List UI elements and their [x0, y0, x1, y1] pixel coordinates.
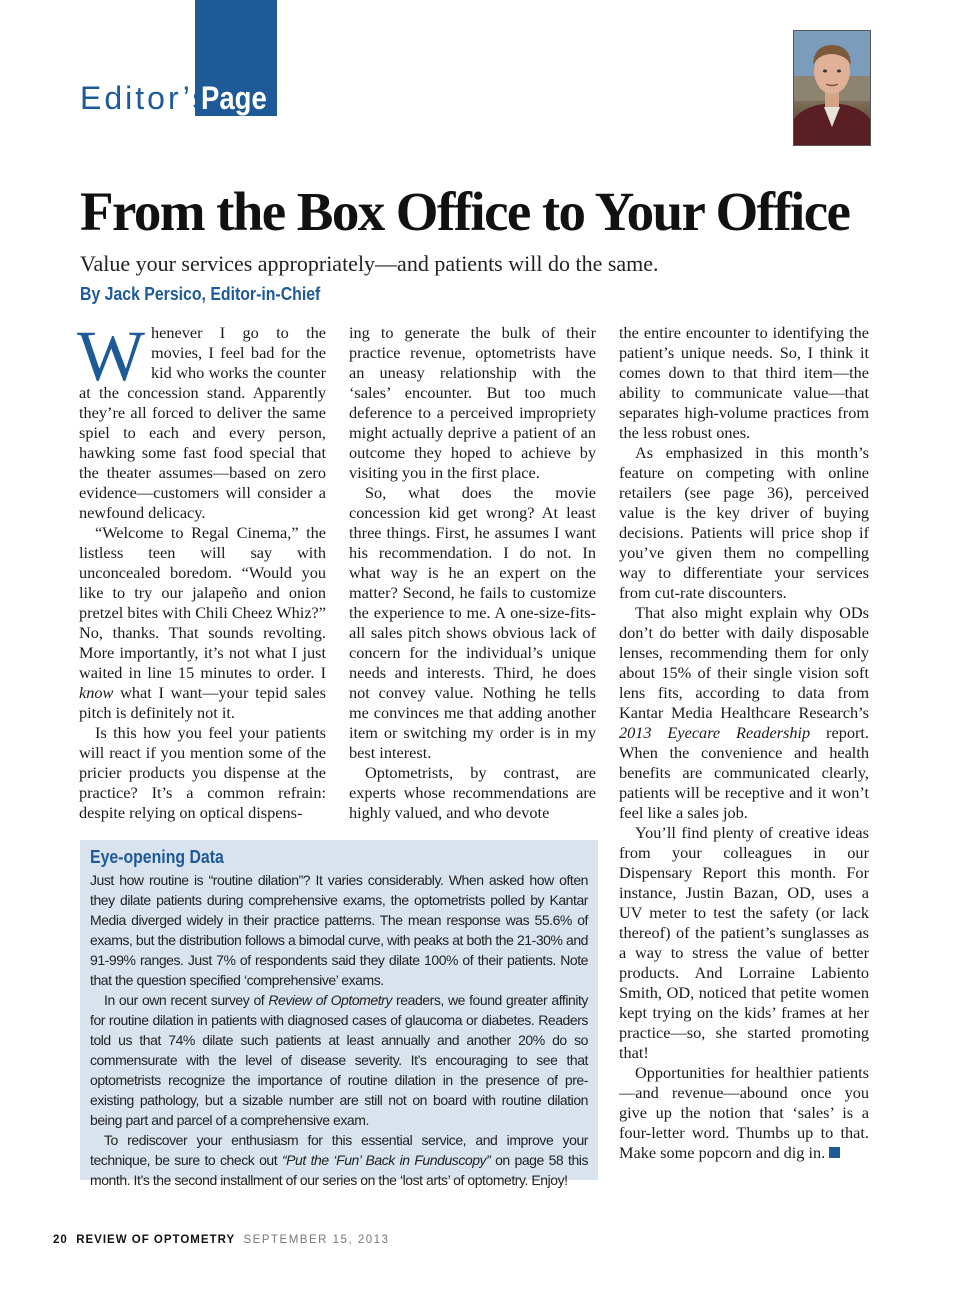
byline: By Jack Persico, Editor-in-Chief — [80, 284, 321, 304]
sidebar-paragraph — [90, 1130, 588, 1190]
paragraph: the entire encounter to identifying the patient’s unique needs. So, I think it comes down to that third item—the ability to communicate value—that separates high-volume practices from the less robust ones. — [619, 323, 869, 442]
drop-cap: W — [77, 316, 145, 396]
paragraph: As emphasized in this month’s feature on competing with online retailers (see page 36), perceived value is the key driver of buying decisions. Patients will price shop if you’ve given them no compelling way to differentiate your services from cut-rate discounters. — [619, 443, 869, 602]
paragraph-text: readers, we found greater affinity for routine dilation in patients with diagnosed cases of glaucoma or diabetes. Readers told us that 74% dilate such patients at least annually and another 20% do so commensurate with the level of disease severity. It’s encouraging to see that optometrists recognize the importance of routine dilation in the presence of pre-existing pathology, but a sizable number are still not on board with routine dilation being part and parcel of a comprehensive exam. — [90, 992, 588, 1128]
sidebar-body — [90, 870, 588, 1190]
sidebar-paragraph: Just how routine is “routine dilation”? It varies considerably. When asked how often they dilate patients during comprehensive exams, the optometrists polled by Kantar Media diverged widely in their practice patterns. The mean response was 55.6% of exams, but the distribution follows a bimodal curve, with peaks at both the 21-30% and 91-99% ranges. Just 7% of respondents said they dilate 100% of their patients. Note that the question specified ‘comprehensive’ exams. — [90, 872, 588, 988]
section-label-bold: Page — [201, 80, 267, 116]
issue-date: SEPTEMBER 15, 2013 — [243, 1234, 390, 1246]
paragraph — [77, 316, 326, 523]
paragraph: So, what does the movie concession kid get wrong? At least three things. First, he assumes I want his recommendation. I do not. In what way is he an expert on the matter? Second, he fails to customize the experience to me. A one-size-fits-all sales pitch shows obvious lack of concern for the individual’s unique needs and interests. Third, he does not convey value. Nothing he tells me convinces me that adding another item or switching my order is in my best interest. — [349, 483, 596, 762]
paragraph-text: henever I go to the movies, I feel bad for the kid who works the counter at the concession stand. Apparently they’re all forced to deliver the same spiel to each and every person, hawking some fast food special that the theater assumes—based on zero evidence—customers will consider a newfound delicacy. — [79, 323, 326, 522]
publication-name: REVIEW OF OPTOMETRY — [76, 1234, 236, 1246]
paragraph-text: what I want—your tepid sales pitch is definitely not it. — [79, 683, 326, 722]
paragraph-text: That also might explain why ODs don’t do better with daily disposable lenses, recommending them for only about 15% of their single vision soft lens fits, according to data from Kantar Media Healthcare Research’s — [619, 603, 869, 722]
paragraph-text: report. When the convenience and health benefits are communicated clearly, patients will be receptive and it won’t feel like a sales job. — [619, 723, 869, 822]
author-portrait-graphic — [794, 31, 870, 145]
page-footer — [53, 1232, 389, 1248]
emphasis: know — [79, 683, 114, 702]
paragraph — [619, 1063, 869, 1163]
paragraph-text: To rediscover your enthusiasm for this essential service, and improve your technique, be sure to check out — [90, 1132, 588, 1168]
page-number: 20 — [53, 1234, 68, 1246]
sidebar-paragraph — [90, 990, 588, 1130]
paragraph-text: In our own recent survey of — [104, 992, 269, 1008]
article-subtitle: Value your services appropriately—and patients will do the same. — [80, 251, 659, 276]
paragraph: Optometrists, by contrast, are experts whose recommendations are highly valued, and who devote — [349, 763, 596, 822]
article-title: From the Box Office to Your Office — [80, 181, 850, 242]
section-label: Editor’s — [80, 80, 212, 116]
emphasis: 2013 Eyecare Readership — [619, 723, 811, 742]
author-photo — [793, 30, 871, 146]
paragraph: Is this how you feel your patients will react if you mention some of the pricier products you dispense at the practice? It’s a common refrain: despite relying on optical dispens- — [79, 723, 326, 822]
end-mark-icon — [829, 1147, 840, 1158]
emphasis: Review of Optometry — [268, 992, 392, 1008]
article-column-3 — [619, 323, 869, 1163]
article-column-2 — [349, 323, 596, 823]
paragraph-text: “Welcome to Regal Cinema,” the listless teen will say with unconcealed boredom. “Would you like to try our jalapeño and onion pretzel bites with Chili Cheez Whiz?” No, thanks. That sounds revolting. More importantly, it’s not what I just waited in line 15 minutes to order. I — [79, 523, 327, 682]
article-column-1 — [77, 316, 327, 823]
emphasis: “Put the ‘Fun’ Back in Funduscopy” — [281, 1152, 491, 1168]
sidebar-title: Eye-opening Data — [90, 847, 224, 867]
paragraph: ing to generate the bulk of their practice revenue, optometrists have an uneasy relationship with the ‘sales’ encounter. But too much deference to a perceived impropriety might actually deprive a patient of an outcome they hoped to achieve by visiting you in the first place. — [349, 323, 596, 482]
paragraph-text: on page 58 this month. It’s the second installment of our series on the ‘lost arts’ of optometry. Enjoy! — [90, 1152, 588, 1188]
paragraph — [619, 603, 869, 823]
paragraph-text: Opportunities for healthier patients—and revenue—abound once you give up the notion that ‘sales’ is a four-letter word. Thumbs up to that. Make some popcorn and dig in. — [619, 1063, 869, 1162]
paragraph: You’ll find plenty of creative ideas from your colleagues in our Dispensary Report this month. For instance, Justin Bazan, OD, uses a UV meter to test the safety (or lack thereof) of the patient’s sunglasses as a way to stress the value of better products. And Lorraine Labiento Smith, OD, noticed that petite women kept trying on the kids’ frames at her practice—so, she started promoting that! — [619, 823, 869, 1062]
sidebar-box — [80, 840, 598, 1188]
paragraph — [79, 523, 326, 723]
